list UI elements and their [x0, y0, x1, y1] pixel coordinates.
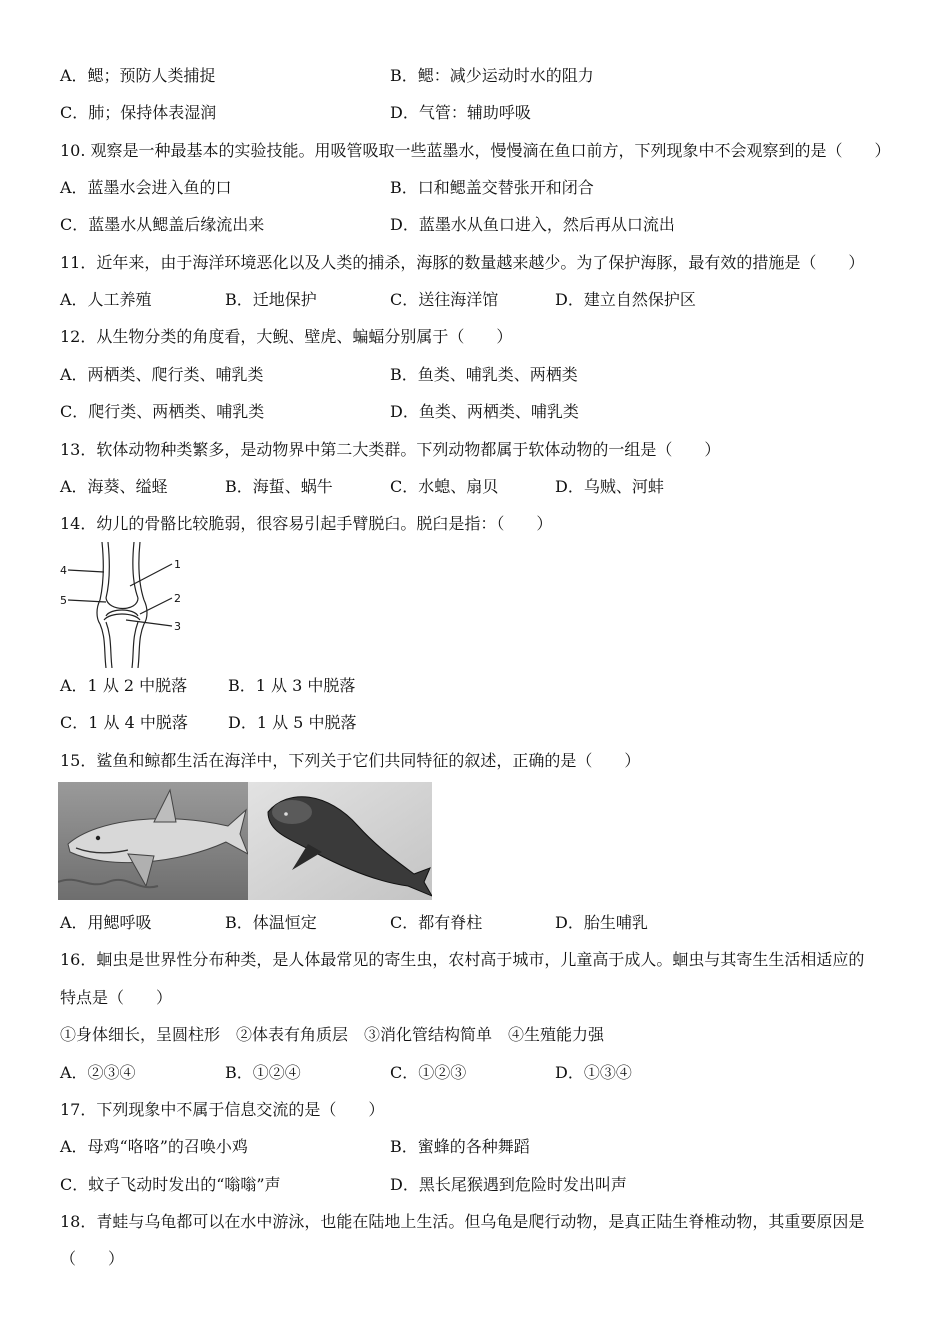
- q12-options-row-2: [60, 401, 900, 423]
- q18-stem-line-1: 18．青蛙与乌龟都可以在水中游泳，也能在陆地上生活。但乌龟是爬行动物，是真正陆生脊椎动物，其重要原因是: [60, 1212, 865, 1231]
- q13-option-d: D．乌贼、河蚌: [555, 477, 664, 496]
- q9-option-c: C．肺；保持体表湿润: [60, 103, 217, 122]
- q17-option-c: C．蚊子飞动时发出的“嗡嗡”声: [60, 1175, 281, 1194]
- upper-bone-right-outer: [139, 542, 144, 600]
- q12-option-d: D．鱼类、两栖类、哺乳类: [390, 402, 579, 421]
- q16-option-a: A．②③④: [60, 1063, 136, 1082]
- q17-options-row-1: [60, 1136, 900, 1158]
- q12-option-c: C．爬行类、两栖类、哺乳类: [60, 402, 265, 421]
- q17-option-d: D．黑长尾猴遇到危险时发出叫声: [390, 1175, 627, 1194]
- q15-option-c: C．都有脊柱: [390, 913, 483, 932]
- q13-stem: 13．软体动物种类繁多，是动物界中第二大类群。下列动物都属于软体动物的一组是（ ）: [60, 440, 721, 459]
- q10-option-c: C．蓝墨水从鳃盖后缘流出来: [60, 215, 265, 234]
- whale-photo: [248, 782, 432, 900]
- label-2: 2: [174, 592, 181, 605]
- q9-options-row-1: [60, 65, 900, 87]
- q12-options-row-1: [60, 364, 900, 386]
- q12-option-a: A．两栖类、爬行类、哺乳类: [60, 365, 264, 384]
- q10-stem: 10. 观察是一种最基本的实验技能。用吸管吸取一些蓝墨水，慢慢滴在鱼口前方，下列现象中不会观察到的是（ ）: [60, 141, 891, 160]
- q11-option-a: A．人工养殖: [60, 290, 152, 309]
- upper-bone-left-inner: [106, 542, 109, 598]
- q11-stem: 11．近年来，由于海洋环境恶化以及人类的捕杀，海豚的数量越来越少。为了保护海豚，最有效的措施是（ ）: [60, 253, 865, 272]
- q14-options-row-2: [60, 712, 900, 734]
- q16-stem-line-2: 特点是（ ）: [60, 988, 173, 1007]
- q14-option-d: D．1 从 5 中脱落: [228, 713, 357, 732]
- label-3: 3: [174, 620, 181, 633]
- joint-socket-bottom: [104, 614, 140, 620]
- q13-option-b: B．海蜇、蜗牛: [225, 477, 333, 496]
- q15-options-row: [60, 912, 900, 934]
- q17-stem: 17．下列现象中不属于信息交流的是（ ）: [60, 1100, 385, 1119]
- q9-option-d: D．气管：辅助呼吸: [390, 103, 531, 122]
- q10-option-a: A．蓝墨水会进入鱼的口: [60, 178, 232, 197]
- q13-option-a: A．海葵、缢蛏: [60, 477, 168, 496]
- q9-options-row-2: [60, 102, 900, 124]
- q16-stem-line-1: 16．蛔虫是世界性分布种类，是人体最常见的寄生虫，农村高于城市，儿童高于成人。蛔虫与其寄生生活相适应的: [60, 950, 865, 969]
- shark-photo: [58, 782, 248, 900]
- q10-option-b: B．口和鳃盖交替张开和闭合: [390, 178, 594, 197]
- lower-bone-left-outer: [100, 624, 106, 668]
- upper-bone-left-outer: [100, 542, 103, 600]
- q11-option-b: B．迁地保护: [225, 290, 317, 309]
- q11-option-d: D．建立自然保护区: [555, 290, 696, 309]
- label-5: 5: [60, 594, 67, 607]
- q16-option-c: C．①②③: [390, 1063, 467, 1082]
- q16-features: ①身体细长，呈圆柱形 ②体表有角质层 ③消化管结构简单 ④生殖能力强: [60, 1025, 605, 1044]
- q15-stem: 15．鲨鱼和鲸都生活在海洋中，下列关于它们共同特征的叙述，正确的是（ ）: [60, 751, 641, 770]
- upper-bone-right-inner: [133, 542, 138, 598]
- lower-bone-left-inner: [106, 622, 112, 668]
- q16-option-d: D．①③④: [555, 1063, 632, 1082]
- q16-options-row: [60, 1062, 900, 1084]
- q18-stem-line-2: （ ）: [60, 1249, 125, 1268]
- joint-head: [106, 598, 138, 609]
- joint-diagram: [60, 542, 200, 668]
- q10-options-row-1: [60, 177, 900, 199]
- q14-options-row-1: [60, 675, 900, 697]
- q15-option-a: A．用鳃呼吸: [60, 913, 152, 932]
- leader-line-1: [130, 564, 172, 586]
- q11-options-row: [60, 289, 900, 311]
- q15-option-d: D．胎生哺乳: [555, 913, 648, 932]
- q13-options-row: [60, 476, 900, 498]
- q11-option-c: C．送往海洋馆: [390, 290, 499, 309]
- label-4: 4: [60, 564, 67, 577]
- joint-capsule-left: [97, 600, 100, 624]
- lower-bone-right-outer: [138, 624, 144, 668]
- q17-options-row-2: [60, 1174, 900, 1196]
- q12-stem: 12．从生物分类的角度看，大鲵、壁虎、蝙蝠分别属于（ ）: [60, 327, 513, 346]
- q13-option-c: C．水螅、扇贝: [390, 477, 499, 496]
- q10-option-d: D．蓝墨水从鱼口进入，然后再从口流出: [390, 215, 675, 234]
- q17-option-b: B．蜜蜂的各种舞蹈: [390, 1137, 530, 1156]
- q17-option-a: A．母鸡“咯咯”的召唤小鸡: [60, 1137, 248, 1156]
- q14-option-a: A．1 从 2 中脱落: [60, 676, 188, 695]
- q10-options-row-2: [60, 214, 900, 236]
- leader-line-4: [68, 570, 104, 572]
- q14-stem: 14．幼儿的骨骼比较脆弱，很容易引起手臂脱臼。脱臼是指：（ ）: [60, 514, 553, 533]
- lower-bone-right-inner: [132, 622, 138, 668]
- q14-option-c: C．1 从 4 中脱落: [60, 713, 188, 732]
- q9-option-a: A．鳃；预防人类捕捉: [60, 66, 216, 85]
- q12-option-b: B．鱼类、哺乳类、两栖类: [390, 365, 578, 384]
- q15-option-b: B．体温恒定: [225, 913, 317, 932]
- q14-option-b: B．1 从 3 中脱落: [228, 676, 356, 695]
- label-1: 1: [174, 558, 181, 571]
- q16-option-b: B．①②④: [225, 1063, 301, 1082]
- q9-option-b: B．鳃：减少运动时水的阻力: [390, 66, 594, 85]
- leader-line-3: [126, 620, 172, 626]
